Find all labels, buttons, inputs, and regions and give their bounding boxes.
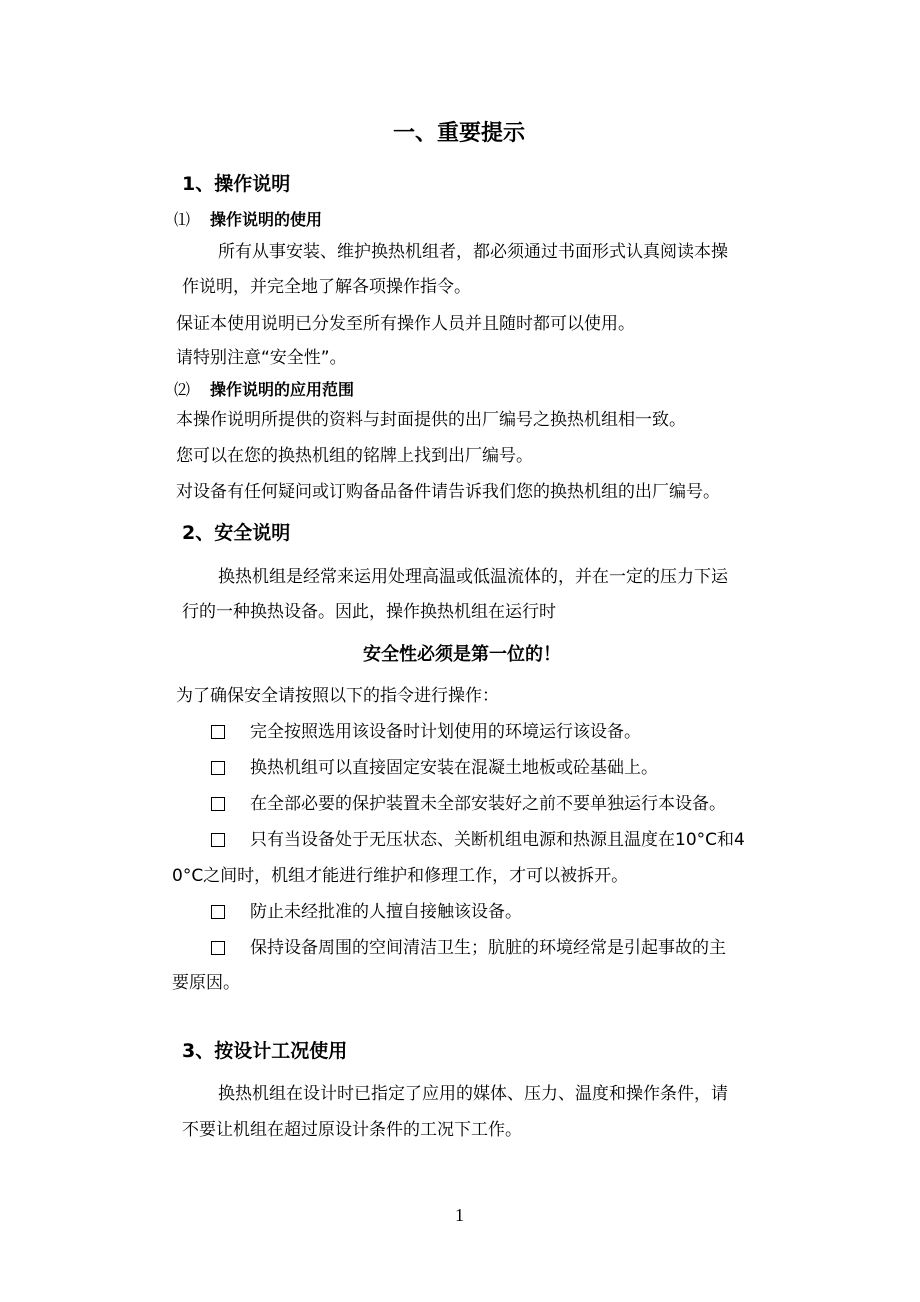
paragraph: 行的一种换热设备。因此，操作换热机组在运行时 xyxy=(182,602,556,622)
subsection-1-number: ⑴ xyxy=(174,210,191,229)
checkbox-icon xyxy=(211,941,225,955)
list-item: 完全按照选用该设备时计划使用的环境运行该设备。 xyxy=(250,722,641,742)
subsection-2-heading xyxy=(174,378,354,402)
checkbox-icon xyxy=(211,905,225,919)
paragraph: 保证本使用说明已分发至所有操作人员并且随时都可以使用。 xyxy=(176,314,635,334)
page-number: 1 xyxy=(455,1205,464,1225)
subsection-2-title: 操作说明的应用范围 xyxy=(210,380,355,399)
section-1-heading: 1、操作说明 xyxy=(182,173,291,195)
paragraph: 不要让机组在超过原设计条件的工况下工作。 xyxy=(182,1120,522,1140)
paragraph: 为了确保安全请按照以下的指令进行操作： xyxy=(176,686,499,706)
list-item-continuation: 要原因。 xyxy=(172,973,240,993)
list-item: 只有当设备处于无压状态、关断机组电源和热源且温度在10°C和4 xyxy=(250,830,745,850)
checkbox-icon xyxy=(211,761,225,775)
list-item: 保持设备周围的空间清洁卫生；肮脏的环境经常是引起事故的主 xyxy=(250,938,726,958)
section-2-heading: 2、安全说明 xyxy=(182,522,291,544)
list-item-continuation: 0°C之间时，机组才能进行维护和修理工作，才可以被拆开。 xyxy=(172,866,629,886)
subsection-1-title: 操作说明的使用 xyxy=(210,210,323,229)
paragraph: 本操作说明所提供的资料与封面提供的出厂编号之换热机组相一致。 xyxy=(176,410,686,430)
list-item: 防止未经批准的人擅自接触该设备。 xyxy=(250,902,522,922)
checkbox-icon xyxy=(211,797,225,811)
section-3-heading: 3、按设计工况使用 xyxy=(182,1040,348,1062)
paragraph: 作说明，并完全地了解各项操作指令。 xyxy=(182,277,471,297)
subsection-2-number: ⑵ xyxy=(174,380,191,399)
list-item: 换热机组可以直接固定安装在混凝土地板或砼基础上。 xyxy=(250,758,658,778)
paragraph: 换热机组是经常来运用处理高温或低温流体的，并在一定的压力下运 xyxy=(218,567,728,587)
paragraph: 您可以在您的换热机组的铭牌上找到出厂编号。 xyxy=(176,446,533,466)
safety-emphasis: 安全性必须是第一位的！ xyxy=(363,644,561,665)
paragraph: 对设备有任何疑问或订购备品备件请告诉我们您的换热机组的出厂编号。 xyxy=(176,482,720,502)
subsection-1-heading xyxy=(174,208,322,232)
paragraph: 请特别注意“安全性”。 xyxy=(176,348,347,368)
page-title: 一、重要提示 xyxy=(393,121,526,146)
paragraph: 换热机组在设计时已指定了应用的媒体、压力、温度和操作条件，请 xyxy=(218,1084,728,1104)
checkbox-icon xyxy=(211,725,225,739)
paragraph: 所有从事安装、维护换热机组者，都必须通过书面形式认真阅读本操 xyxy=(218,242,728,262)
list-item: 在全部必要的保护装置未全部安装好之前不要单独运行本设备。 xyxy=(250,794,726,814)
checkbox-icon xyxy=(211,833,225,847)
